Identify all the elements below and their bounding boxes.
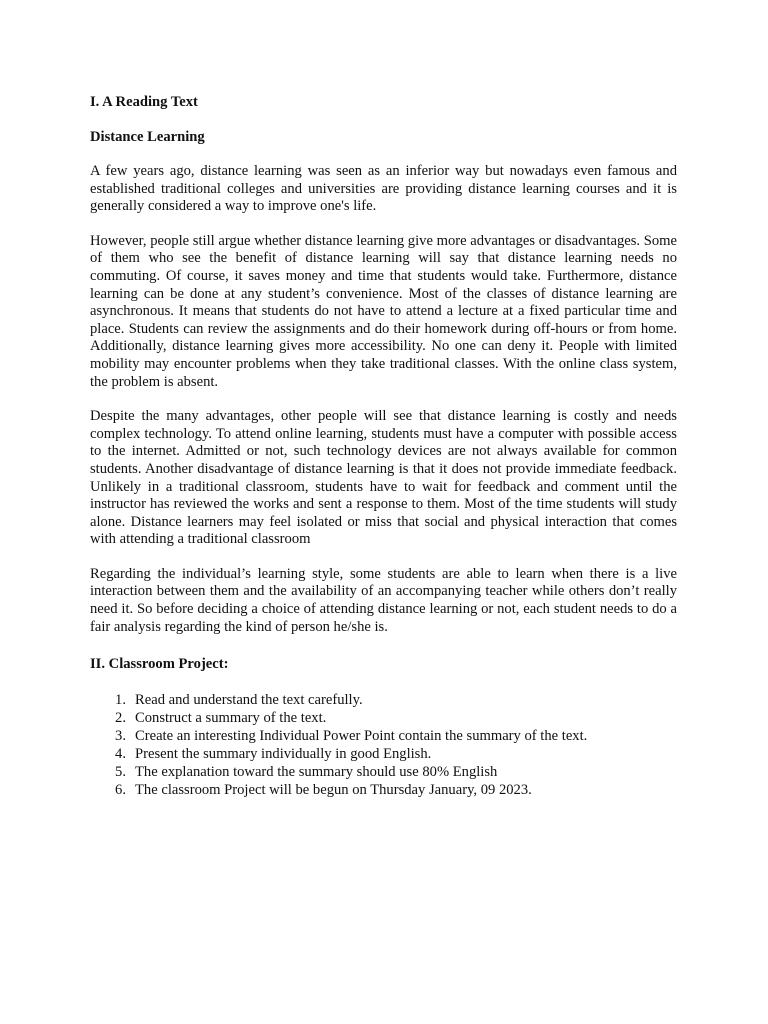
list-item-text: Construct a summary of the text.: [135, 710, 327, 727]
list-item-number: 1.: [115, 692, 126, 709]
text-title: Distance Learning: [90, 129, 205, 145]
list-item: [90, 709, 677, 727]
list-item-text: The classroom Project will be begun on Thursday January, 09 2023.: [135, 782, 532, 799]
paragraph-4: Regarding the individual’s learning style, some students are able to learn when there is a live interaction between them and the availability of an accompanying teacher while others don’t really need it. So before deciding a choice of attending distance learning or not, each student needs to do a fair analysis regarding the kind of person he/she is.: [90, 565, 677, 635]
section-heading-reading-text: I. A Reading Text: [90, 94, 198, 110]
list-item: [90, 763, 677, 781]
list-item: [90, 745, 677, 763]
paragraph-3: Despite the many advantages, other people will see that distance learning is costly and needs complex technology. To attend online learning, students must have a computer with possible access to the internet. Admitted or not, such technology devices are not always available for common students. Another disadvantage of distance learning is that it does not provide immediate feedback. Unlikely in a traditional classroom, students have to wait for feedback and comment until the instructor has reviewed the works and sent a response to them. Most of the time students will study alone. Distance learners may feel isolated or miss that social and physical interaction that comes with attending a traditional classroom: [90, 408, 677, 548]
list-item: [90, 781, 677, 799]
list-item-number: 4.: [115, 746, 126, 763]
list-item-text: Create an interesting Individual Power Point contain the summary of the text.: [135, 728, 588, 745]
document-page: [90, 93, 677, 799]
list-item-number: 2.: [115, 710, 126, 727]
list-item: [90, 727, 677, 745]
paragraph-1: A few years ago, distance learning was seen as an inferior way but nowadays even famous and established traditional colleges and universities are providing distance learning courses and it is generally considered a way to improve one's life.: [90, 163, 677, 215]
list-item-number: 3.: [115, 728, 126, 745]
section-heading-classroom-project: II. Classroom Project:: [90, 656, 229, 673]
list-item: [90, 691, 677, 709]
list-item-text: Present the summary individually in good English.: [135, 746, 432, 763]
list-item-number: 5.: [115, 764, 126, 781]
list-item-text: Read and understand the text carefully.: [135, 692, 363, 709]
project-task-list: [90, 691, 677, 799]
paragraph-2: However, people still argue whether distance learning give more advantages or disadvantages. Some of them who see the benefit of distance learning will say that distance learning needs no commuting. Of course, it saves money and time that students would take. Furthermore, distance learning can be done at any student’s convenience. Most of the classes of distance learning are asynchronous. It means that students do not have to attend a lecture at a fixed particular time and place. Students can review the assignments and do their homework during off-hours or from home. Additionally, distance learning gives more accessibility. No one can deny it. People with limited mobility may encounter problems when they take traditional classes. With the online class system, the problem is absent.: [90, 232, 677, 390]
list-item-text: The explanation toward the summary should use 80% English: [135, 764, 498, 781]
list-item-number: 6.: [115, 782, 126, 799]
